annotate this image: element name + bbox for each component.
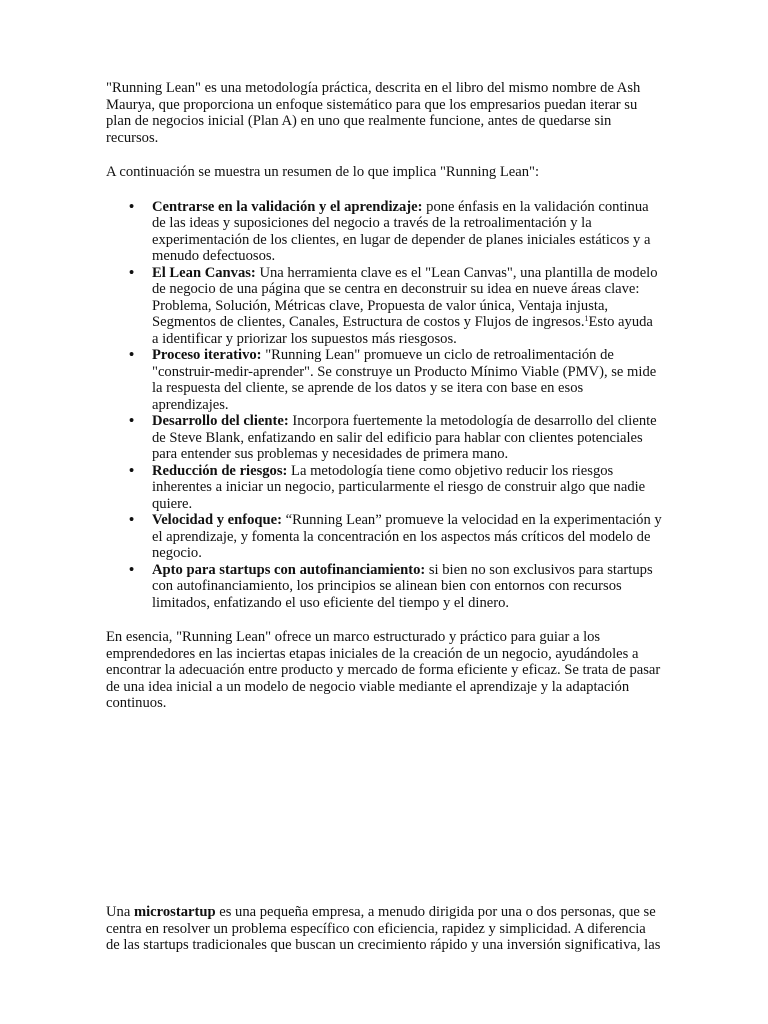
microstartup-prefix: Una (106, 904, 134, 920)
intro-paragraph: "Running Lean" es una metodología práctica, descrita en el libro del mismo nombre de Ash Maurya, que proporciona un enfoque sistemático para que los empresarios puedan iterar su plan de negocios inicial (Plan A) en uno que realmente funcione, antes de quedarse sin recursos. (106, 80, 641, 146)
bullet-icon: • (129, 512, 135, 528)
list-item-text-continued: Esto ayuda a identificar y priorizar los supuestos más riesgosos. (152, 314, 653, 347)
microstartup-section (106, 904, 662, 954)
list-item-title: Reducción de riesgos: (152, 462, 288, 479)
list-item-text: “Running Lean” promueve la velocidad en la experimentación y el aprendizaje, y fomenta la concentración en los aspectos más críticos del modelo de negocio. (152, 512, 662, 561)
list-item (129, 347, 662, 413)
lead-paragraph: A continuación se muestra un resumen de lo que implica "Running Lean": (106, 164, 540, 180)
bullet-icon: • (129, 347, 135, 363)
bullet-icon: • (129, 198, 135, 215)
list-item-text: "Running Lean" promueve un ciclo de retroalimentación de "construir-medir-aprender". Se construye un Producto Mínimo Viable (PMV), se mide la respuesta del cliente, se aprende de los datos y se itera con base en esos aprendizajes. (152, 347, 657, 413)
list-item-title: Desarrollo del cliente: (152, 413, 289, 429)
list-item-title: Apto para startups con autofinanciamiento: (152, 561, 426, 578)
document-page (106, 80, 662, 712)
list-item-text: Incorpora fuertemente la metodología de desarrollo del cliente de Steve Blank, enfatizando en salir del edificio para hablar con clientes potenciales para entender sus problemas y necesidades de primera mano. (152, 413, 657, 462)
microstartup-term: microstartup (133, 904, 216, 920)
microstartup-paragraph (106, 904, 662, 954)
conclusion-paragraph: En esencia, "Running Lean" ofrece un marco estructurado y práctico para guiar a los emprendedores en las inciertas etapas iniciales de la creación de un negocio, ayudándoles a encontrar la adecuación entre producto y mercado de forma eficiente y eficaz. Se trata de pasar de una idea inicial a un modelo de negocio viable mediante el aprendizaje y la adaptación continuos. (106, 629, 661, 711)
list-item-title: El Lean Canvas: (152, 264, 256, 281)
list-item (129, 264, 662, 348)
list-item (129, 561, 662, 612)
footnote-marker: 1 (584, 314, 589, 323)
list-item (129, 462, 662, 513)
microstartup-text: es una pequeña empresa, a menudo dirigida por una o dos personas, que se centra en resolver un problema específico con eficiencia, rapidez y simplicidad. A diferencia de las startups tradicionales que buscan un crecimiento rápido y una inversión significativa, las (106, 904, 661, 953)
list-item (129, 413, 662, 463)
bullet-icon: • (129, 264, 135, 281)
list-item (129, 512, 662, 562)
list-item-text: Una herramienta clave es el "Lean Canvas", una plantilla de modelo de negocio de una página que se centra en deconstruir su idea en nueve áreas clave: Problema, Solución, Métricas clave, Propuesta de valor única, Ventaja injusta, Segmentos de clientes, Canales, Estructura de costos y Flujos de ingresos. (152, 264, 658, 330)
list-item-title: Centrarse en la validación y el aprendizaje: (152, 198, 423, 215)
bullet-icon: • (129, 561, 135, 578)
list-item-text: si bien no son exclusivos para startups con autofinanciamiento, los principios se alinean bien con entornos con recursos limitados, enfatizando el uso eficiente del tiempo y el dinero. (152, 561, 653, 611)
list-item-text: pone énfasis en la validación continua de las ideas y suposiciones del negocio a través de la retroalimentación y la experimentación de los clientes, en lugar de depender de planes iniciales estáticos y a menudo defectuosos. (152, 198, 651, 264)
list-item-title: Velocidad y enfoque: (152, 512, 283, 528)
bullet-icon: • (129, 413, 135, 429)
list-item (129, 198, 662, 265)
bullet-icon: • (129, 462, 135, 479)
summary-list (106, 199, 662, 612)
list-item-title: Proceso iterativo: (152, 347, 262, 363)
list-item-text: La metodología tiene como objetivo reducir los riesgos inherentes a iniciar un negocio, particularmente el riesgo de construir algo que nadie quiere. (152, 462, 646, 512)
